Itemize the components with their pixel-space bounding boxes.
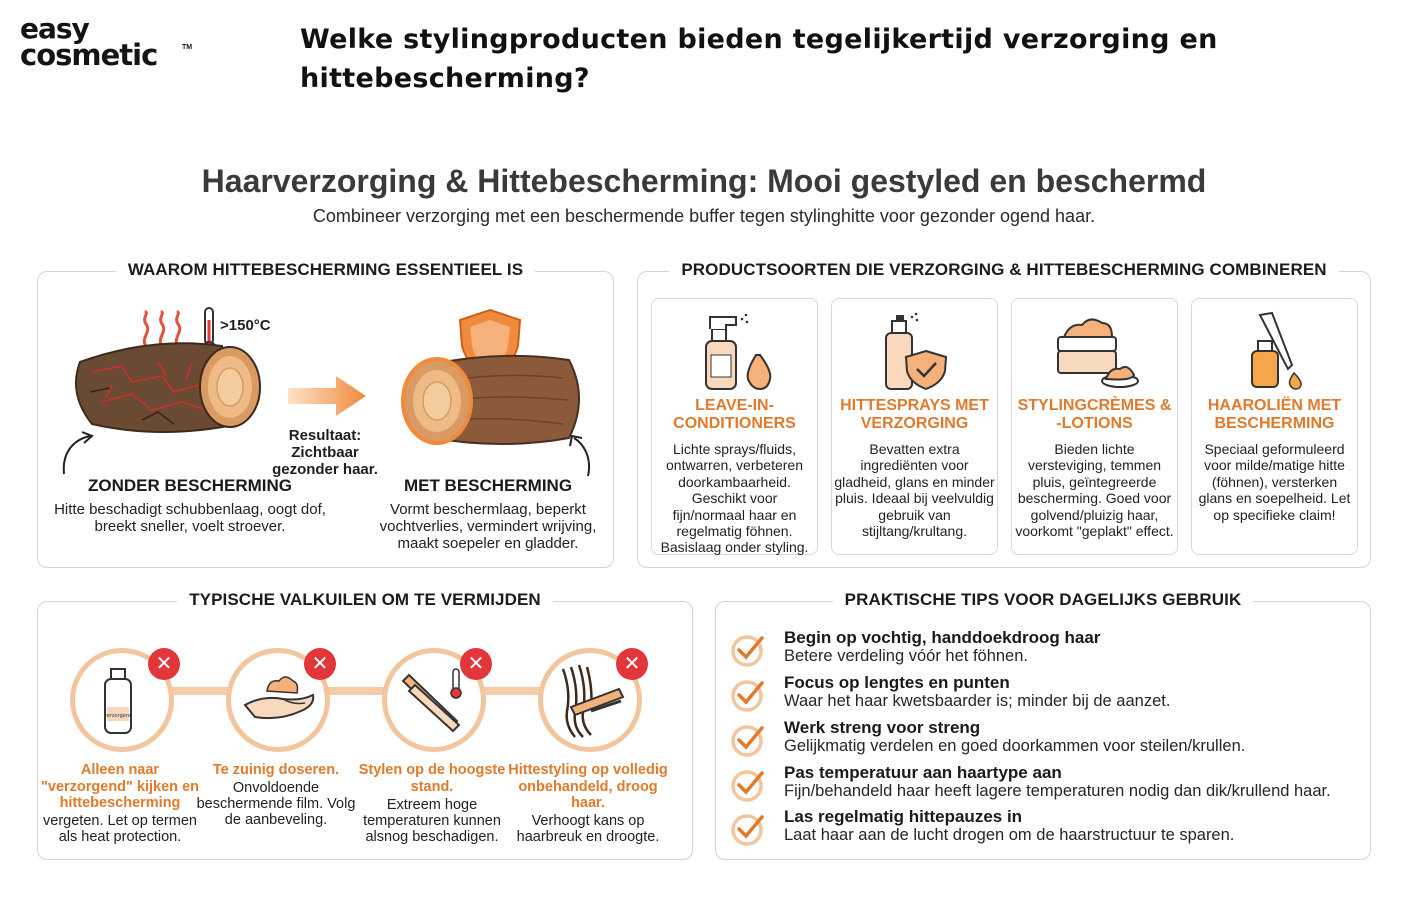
- check-circle-icon: [730, 632, 766, 668]
- tip-item: [730, 718, 1360, 762]
- tip-text: Fijn/behandeld haar heeft lagere temperaturen nodig dan dik/krullend haar.: [784, 782, 1331, 800]
- tips-panel: [715, 590, 1371, 860]
- x-mark-icon: ✕: [616, 648, 648, 680]
- tip-text: Gelijkmatig verdelen en goed doorkammen voor steilen/krullen.: [784, 737, 1246, 755]
- pitfall-text: Verhoogt kans op haarbreuk en droogte.: [516, 813, 660, 845]
- logo-trademark: TM: [182, 44, 193, 51]
- pitfall-item: [508, 638, 668, 848]
- pitfall-text: Extreem hoge temperaturen kunnen alsnog beschadigen.: [363, 797, 501, 845]
- product-types-panel: [637, 260, 1371, 568]
- spray-shield-icon: [870, 311, 960, 391]
- tip-item: [730, 807, 1360, 851]
- pitfall-title: Alleen naar "verzorgend" kijken en hittebescherming: [41, 762, 199, 811]
- product-card-title: HAAROLIËN MET BESCHERMING: [1207, 397, 1342, 432]
- heat-temperature-label: >150°C: [220, 317, 271, 334]
- curved-arrow-icon: [566, 432, 596, 478]
- with-protection-title: MET BESCHERMING: [403, 476, 573, 495]
- product-card-text: Speciaal geformuleerd voor milde/matige hitte (föhnen), versterken glans en soepelheid. Let op specifieke claim!: [1198, 441, 1351, 523]
- check-circle-icon: [730, 811, 766, 847]
- check-circle-icon: [730, 677, 766, 713]
- damaged-hair-icon: [62, 332, 262, 442]
- pitfalls-panel: [37, 590, 693, 860]
- tip-heading: Las regelmatig hittepauzes in: [784, 807, 1023, 826]
- x-mark-icon: ✕: [460, 648, 492, 680]
- brand-logo[interactable]: [20, 12, 193, 72]
- tips-title: PRAKTISCHE TIPS VOOR DAGELIJKS GEBRUIK: [833, 590, 1254, 609]
- protected-hair-icon: [393, 344, 593, 454]
- infographic-subtitle: Combineer verzorging met een beschermende buffer tegen stylinghitte voor gezonder ogend haar.: [312, 206, 1096, 226]
- spray-bottle-drop-icon: [690, 311, 780, 391]
- tip-item: [730, 763, 1360, 807]
- arrow-right-icon: [288, 374, 368, 418]
- tip-heading: Begin op vochtig, handdoekdroog haar: [784, 628, 1101, 647]
- pitfalls-title: TYPISCHE VALKUILEN OM TE VERMIJDEN: [177, 590, 553, 609]
- tip-heading: Werk streng voor streng: [784, 718, 981, 737]
- pitfall-item: [196, 638, 356, 848]
- x-mark-icon: ✕: [148, 648, 180, 680]
- pitfall-text: Onvoldoende beschermende film. Volg de aanbeveling.: [196, 780, 356, 828]
- product-types-title: PRODUCTSOORTEN DIE VERZORGING & HITTEBESCHERMING COMBINEREN: [669, 260, 1338, 279]
- why-panel-title: WAAROM HITTEBESCHERMING ESSENTIEEL IS: [116, 260, 535, 279]
- product-card-text: Bevatten extra ingrediënten voor gladheid, glans en minder pluis. Ideaal bij veelvuldig gebruik van stijltang/krultang.: [834, 441, 995, 540]
- tip-item: [730, 628, 1360, 672]
- oil-dropper-icon: [1230, 311, 1320, 391]
- bottle-label: verzorgend: [103, 713, 133, 719]
- without-protection-text: Hitte beschadigt schubbenlaag, oogt dof, breekt sneller, voelt stroever.: [54, 501, 326, 535]
- pitfall-item: [352, 638, 512, 848]
- with-protection-text: Vormt beschermlaag, beperkt vochtverlies, vermindert wrijving, maakt soepeler en gladder.: [379, 501, 597, 552]
- product-card-hair-oil: [1191, 298, 1358, 555]
- pitfall-title: Hittestyling op volledig onbehandeld, droog haar.: [508, 762, 668, 811]
- tip-heading: Focus op lengtes en punten: [784, 673, 1010, 692]
- page-question: Welke stylingproducten bieden tegelijkertijd verzorging en hittebescherming?: [300, 24, 1218, 94]
- tip-item: [730, 673, 1360, 717]
- product-card-title: LEAVE-IN-CONDITIONERS: [673, 397, 796, 432]
- pitfall-title: Te zuinig doseren.: [212, 762, 340, 778]
- infographic-title: Haarverzorging & Hittebescherming: Mooi gestyled en beschermd: [201, 163, 1207, 199]
- product-card-title: STYLINGCRÈMES & -LOTIONS: [1017, 397, 1172, 432]
- cream-jar-icon: [1050, 311, 1140, 391]
- logo-line-1: easy: [20, 12, 89, 45]
- pitfall-item: [40, 638, 200, 848]
- product-card-styling-cream: [1011, 298, 1178, 555]
- product-card-text: Lichte sprays/fluids, ontwarren, verbeteren doorkambaarheid. Geschikt voor fijn/normaal haar en regelmatig föhnen. Basislaag onder styling.: [660, 441, 809, 556]
- curved-arrow-icon: [58, 430, 98, 476]
- check-circle-icon: [730, 722, 766, 758]
- product-card-title: HITTESPRAYS MET VERZORGING: [840, 397, 989, 432]
- logo-line-2: cosmetic: [20, 38, 158, 72]
- check-circle-icon: [730, 767, 766, 803]
- tip-text: Waar het haar kwetsbaarder is; minder bij de aanzet.: [784, 692, 1171, 710]
- pitfall-text: vergeten. Let op termen als heat protection.: [43, 813, 197, 845]
- product-card-text: Bieden lichte versteviging, temmen pluis, geïntegreerde bescherming. Goed voor golvend/pluizig haar, voorkomt "geplakt" effect.: [1015, 441, 1174, 540]
- why-panel: [37, 260, 614, 568]
- x-mark-icon: ✕: [304, 648, 336, 680]
- product-card-heat-spray: [831, 298, 998, 555]
- result-label: Resultaat: Zichtbaar gezonder haar.: [272, 427, 378, 478]
- pitfall-title: Stylen op de hoogste stand.: [358, 762, 506, 795]
- without-protection-title: ZONDER BESCHERMING: [87, 476, 292, 495]
- tip-text: Betere verdeling vóór het föhnen.: [784, 647, 1028, 665]
- tip-text: Laat haar aan de lucht drogen om de haarstructuur te sparen.: [784, 826, 1235, 844]
- tip-heading: Pas temperatuur aan haartype aan: [784, 763, 1062, 782]
- product-card-leave-in: [651, 298, 818, 555]
